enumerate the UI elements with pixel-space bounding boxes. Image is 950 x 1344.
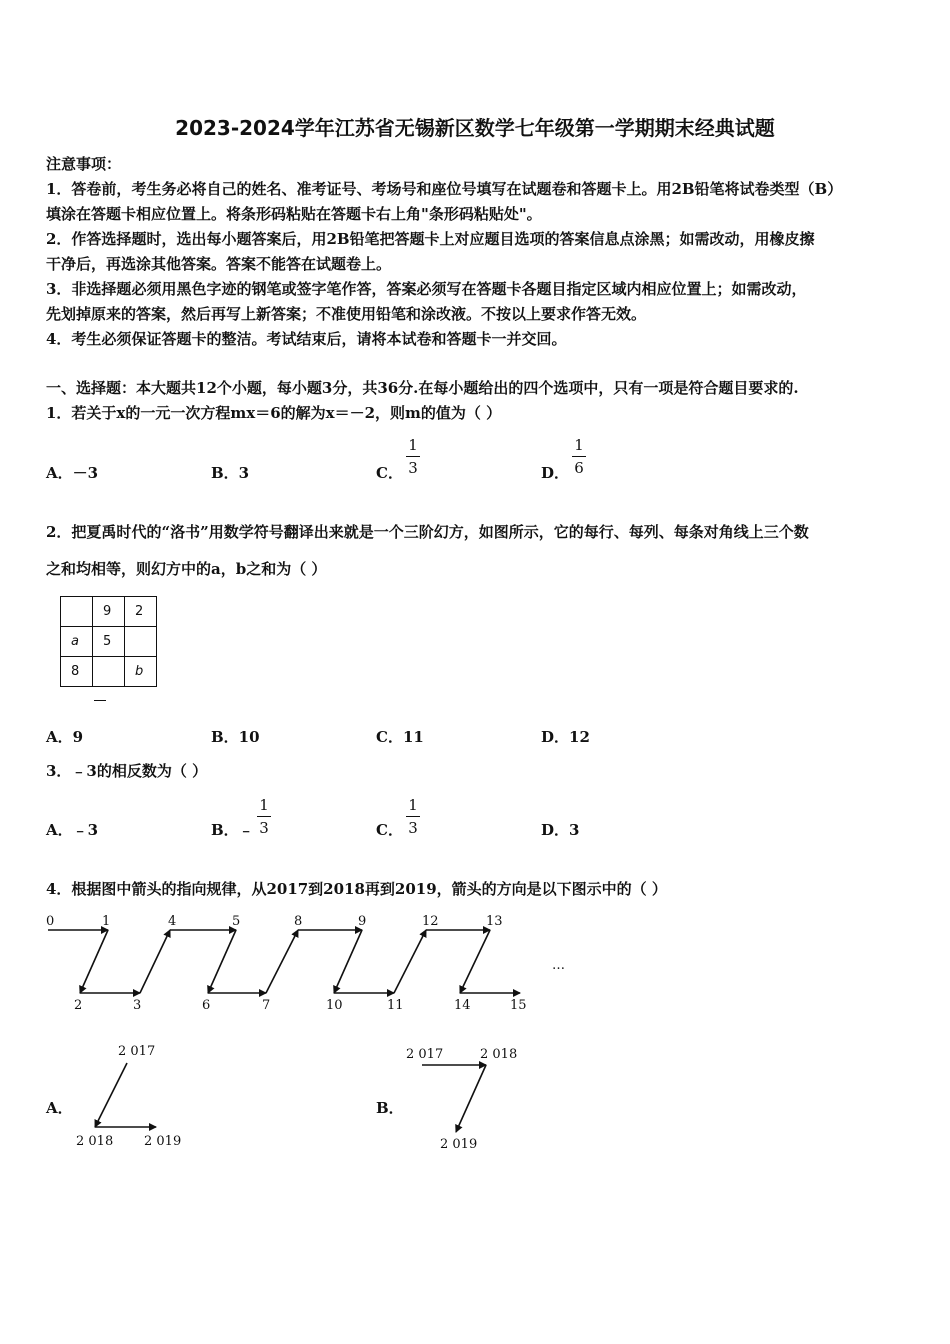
question-2-line2: 之和均相等，则幻方中的a，b之和为（ ） [46, 560, 327, 578]
fraction-numerator: 1 [408, 436, 418, 454]
arrow-line [334, 930, 362, 993]
fraction-numerator: 1 [259, 796, 269, 814]
arrow-line [140, 930, 170, 993]
q3-option-c-fraction [406, 796, 420, 837]
option-label: 2 018 [480, 1047, 518, 1062]
q2-option-b: B．10 [211, 728, 260, 746]
notice-line: 填涂在答题卡相应位置上。将条形码粘贴在答题卡右上角"条形码粘贴处"。 [46, 205, 542, 223]
sequence-label: 3 [133, 998, 142, 1013]
notice-line: 2．作答选择题时，选出每小题答案后，用2B铅笔把答题卡上对应题目选项的答案信息点涂黑；如需改动，用橡皮擦 [46, 230, 815, 248]
arrow-pattern-figure [0, 905, 600, 1020]
q1-option-a: A．－3 [46, 464, 99, 482]
notice-heading: 注意事项： [46, 155, 122, 173]
sequence-label: 13 [486, 914, 503, 929]
q3-option-c: C． [376, 821, 403, 839]
question-1-stem: 1．若关于x的一元一次方程mx＝6的解为x＝－2，则m的值为（ ） [46, 404, 502, 422]
fraction-denominator: 3 [259, 819, 269, 837]
sequence-label: 2 [74, 998, 83, 1013]
sequence-label: 7 [262, 998, 271, 1013]
option-label: 2 019 [440, 1137, 478, 1152]
q2-option-d: D．12 [541, 728, 590, 746]
q2-option-c: C．11 [376, 728, 424, 746]
sequence-label: 11 [387, 998, 404, 1013]
sequence-label: 5 [232, 914, 241, 929]
sequence-label: 1 [102, 914, 111, 929]
q4-option-a: A． [46, 1099, 73, 1117]
magic-square-cell [93, 657, 125, 687]
q2-option-a: A．9 [46, 728, 84, 746]
arrow-line [208, 930, 236, 993]
magic-square-cell [61, 597, 93, 627]
arrow-line [95, 1063, 127, 1127]
q4-option-b: B． [376, 1099, 404, 1117]
fraction-numerator: 1 [574, 436, 584, 454]
sequence-label: 14 [454, 998, 471, 1013]
q1-option-d: D． [541, 464, 570, 482]
q3-option-b-fraction [257, 796, 271, 837]
q1-option-b: B．3 [211, 464, 250, 482]
magic-square-cell: a [61, 627, 93, 657]
arrow-line [80, 930, 108, 993]
fraction-denominator: 3 [408, 459, 418, 477]
notice-line: 3．非选择题必须用黑色字迹的钢笔或签字笔作答，答案必须写在答题卡各题目指定区域内相应位置上；如需改动， [46, 280, 807, 298]
q4-option-b-figure [400, 1038, 540, 1158]
q3-option-d: D．3 [541, 821, 580, 839]
question-4-stem: 4．根据图中箭头的指向规律，从2017到2018再到2019，箭头的方向是以下图示中的（ ） [46, 880, 667, 898]
option-label: 2 019 [144, 1134, 182, 1149]
section-heading: 一、选择题：本大题共12个小题，每小题3分，共36分.在每小题给出的四个选项中，只有一项是符合题目要求的. [46, 379, 799, 397]
sequence-label: 6 [202, 998, 211, 1013]
sequence-label: 9 [358, 914, 367, 929]
q1-option-c: C． [376, 464, 403, 482]
sequence-label: 15 [510, 998, 527, 1013]
notice-line: 先划掉原来的答案，然后再写上新答案；不准使用铅笔和涂改液。不按以上要求作答无效。 [46, 305, 647, 323]
q4-option-a-figure [60, 1035, 200, 1155]
magic-square-cell: 5 [93, 627, 125, 657]
magic-square-cell [125, 627, 157, 657]
magic-square-cell: b [125, 657, 157, 687]
option-label: 2 017 [406, 1047, 444, 1062]
fraction-denominator: 3 [408, 819, 418, 837]
magic-square-cell: 8 [61, 657, 93, 687]
fraction-denominator: 6 [574, 459, 584, 477]
arrow-line [394, 930, 426, 993]
notice-line: 4．考生必须保证答题卡的整洁。考试结束后，请将本试卷和答题卡一并交回。 [46, 330, 567, 348]
arrow-line [460, 930, 490, 993]
sequence-label: 12 [422, 914, 439, 929]
sequence-label: 0 [46, 914, 55, 929]
sequence-label: 4 [168, 914, 177, 929]
q3-option-a: A．﹣3 [46, 821, 99, 839]
page-title: 2023-2024学年江苏省无锡新区数学七年级第一学期期末经典试题 [175, 116, 775, 140]
notice-line: 1．答卷前，考生务必将自己的姓名、准考证号、考场号和座位号填写在试题卷和答题卡上。用2B铅笔将试卷类型（B） [46, 180, 843, 198]
magic-square [60, 596, 157, 687]
arrow-line [456, 1065, 486, 1132]
q1-option-c-fraction [406, 436, 420, 477]
option-label: 2 017 [118, 1044, 156, 1059]
magic-square-cell: 9 [93, 597, 125, 627]
question-3-stem: 3．﹣3的相反数为（ ） [46, 762, 208, 780]
divider [94, 700, 106, 701]
magic-square-cell: 2 [125, 597, 157, 627]
ellipsis: … [552, 958, 565, 973]
notice-line: 干净后，再选涂其他答案。答案不能答在试题卷上。 [46, 255, 392, 273]
fraction-numerator: 1 [408, 796, 418, 814]
question-2-line1: 2．把夏禹时代的“洛书”用数学符号翻译出来就是一个三阶幻方，如图所示，它的每行、每列、每条对角线上三个数 [46, 523, 809, 541]
q1-option-d-fraction [572, 436, 586, 477]
sequence-label: 8 [294, 914, 303, 929]
q3-option-b: B．﹣ [211, 821, 254, 839]
sequence-label: 10 [326, 998, 343, 1013]
arrow-line [266, 930, 298, 993]
option-label: 2 018 [76, 1134, 114, 1149]
